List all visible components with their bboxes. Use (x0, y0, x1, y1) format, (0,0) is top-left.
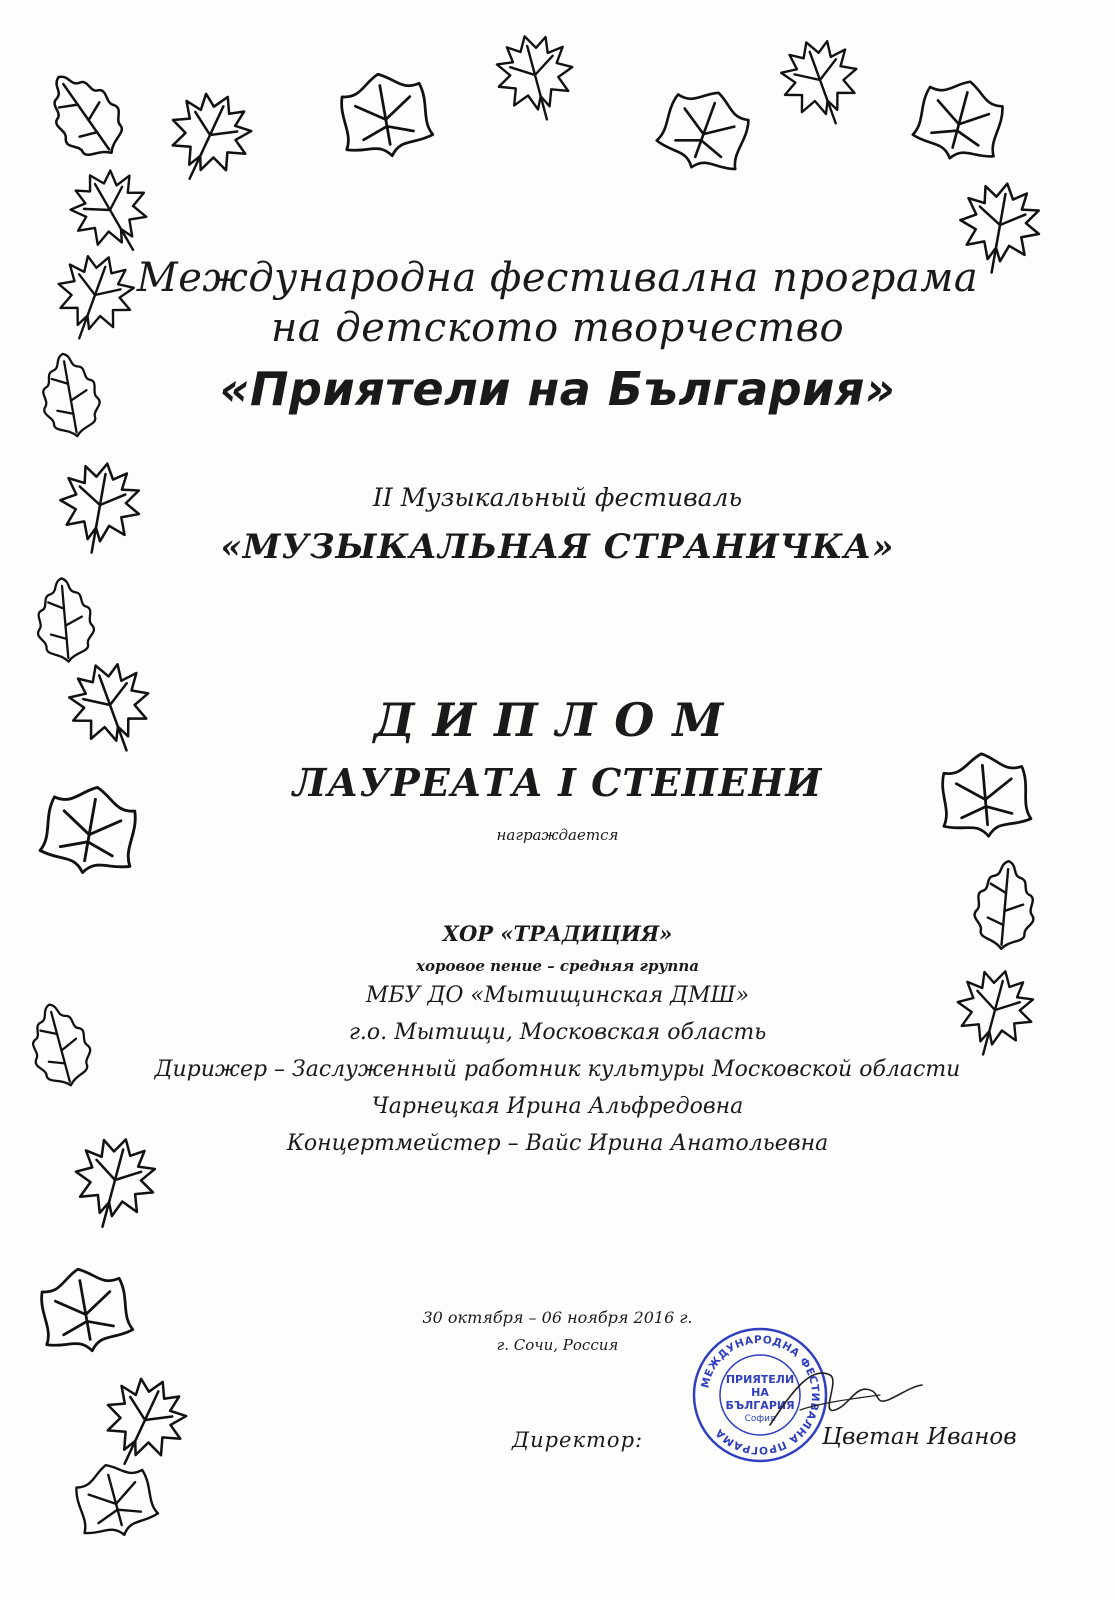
program-line-1: Международна фестивална програма (136, 255, 979, 301)
stamp-center-line-2: НА (751, 1386, 769, 1399)
leaf-right-4 (946, 962, 1042, 1065)
event-place: г. Сочи, Россия (496, 1336, 619, 1354)
program-line-2: на детското творчество (270, 305, 845, 351)
recipient-category: хоровое пение – средняя группа (416, 957, 699, 975)
diploma-heading: ДИПЛОМ (373, 693, 742, 747)
recipient-conductor: Дирижер – Заслуженный работник культуры Московской области (154, 1057, 961, 1082)
recipient-accompanist: Концертмейстер – Вайс Ирина Анатольевна (286, 1131, 829, 1156)
director-label: Директор: (512, 1428, 644, 1452)
stamp-center-line-3: БЪЛГАРИЯ (725, 1399, 795, 1412)
leaf-left-1 (57, 156, 166, 268)
recipient-name: ХОР «ТРАДИЦИЯ» (442, 921, 673, 946)
awarded-label: награждается (496, 826, 619, 844)
leaf-top-5 (652, 78, 758, 181)
leaf-top-6 (771, 29, 872, 136)
event-dates: 30 октября – 06 ноября 2016 г. (422, 1308, 693, 1327)
leaf-top-7 (909, 71, 1010, 169)
leaf-left-11 (88, 1365, 198, 1481)
stamp-ring-text: МЕЖДУНАРОДНА ФЕСТИВАЛНА ПРОГРАМА (699, 1333, 822, 1457)
leaf-top-2 (153, 80, 263, 196)
leaf-top-1 (33, 59, 137, 170)
leaf-top-4 (488, 27, 584, 130)
festival-title: «МУЗЫКАЛЬНАЯ СТРАНИЧКА» (220, 527, 895, 567)
leaf-left-5 (33, 576, 96, 664)
leaf-top-3 (335, 67, 435, 164)
diploma-degree: ЛАУРЕАТА I СТЕПЕНИ (292, 760, 823, 805)
director-name: Цветан Иванов (822, 1424, 1017, 1450)
festival-number: II Музыкальный фестиваль (372, 483, 743, 512)
stamp-center-line-1: ПРИЯТЕЛИ (725, 1373, 795, 1386)
program-title: «Приятели на България» (219, 362, 896, 416)
recipient-conductor-name: Чарнецкая Ирина Альфредовна (371, 1094, 744, 1119)
stamp-center-line-4: София (744, 1414, 776, 1424)
leaf-left-12 (69, 1455, 161, 1544)
recipient-city: г.о. Мытищи, Московская область (348, 1020, 767, 1045)
recipient-school: МБУ ДО «Мытищинская ДМШ» (365, 983, 750, 1008)
